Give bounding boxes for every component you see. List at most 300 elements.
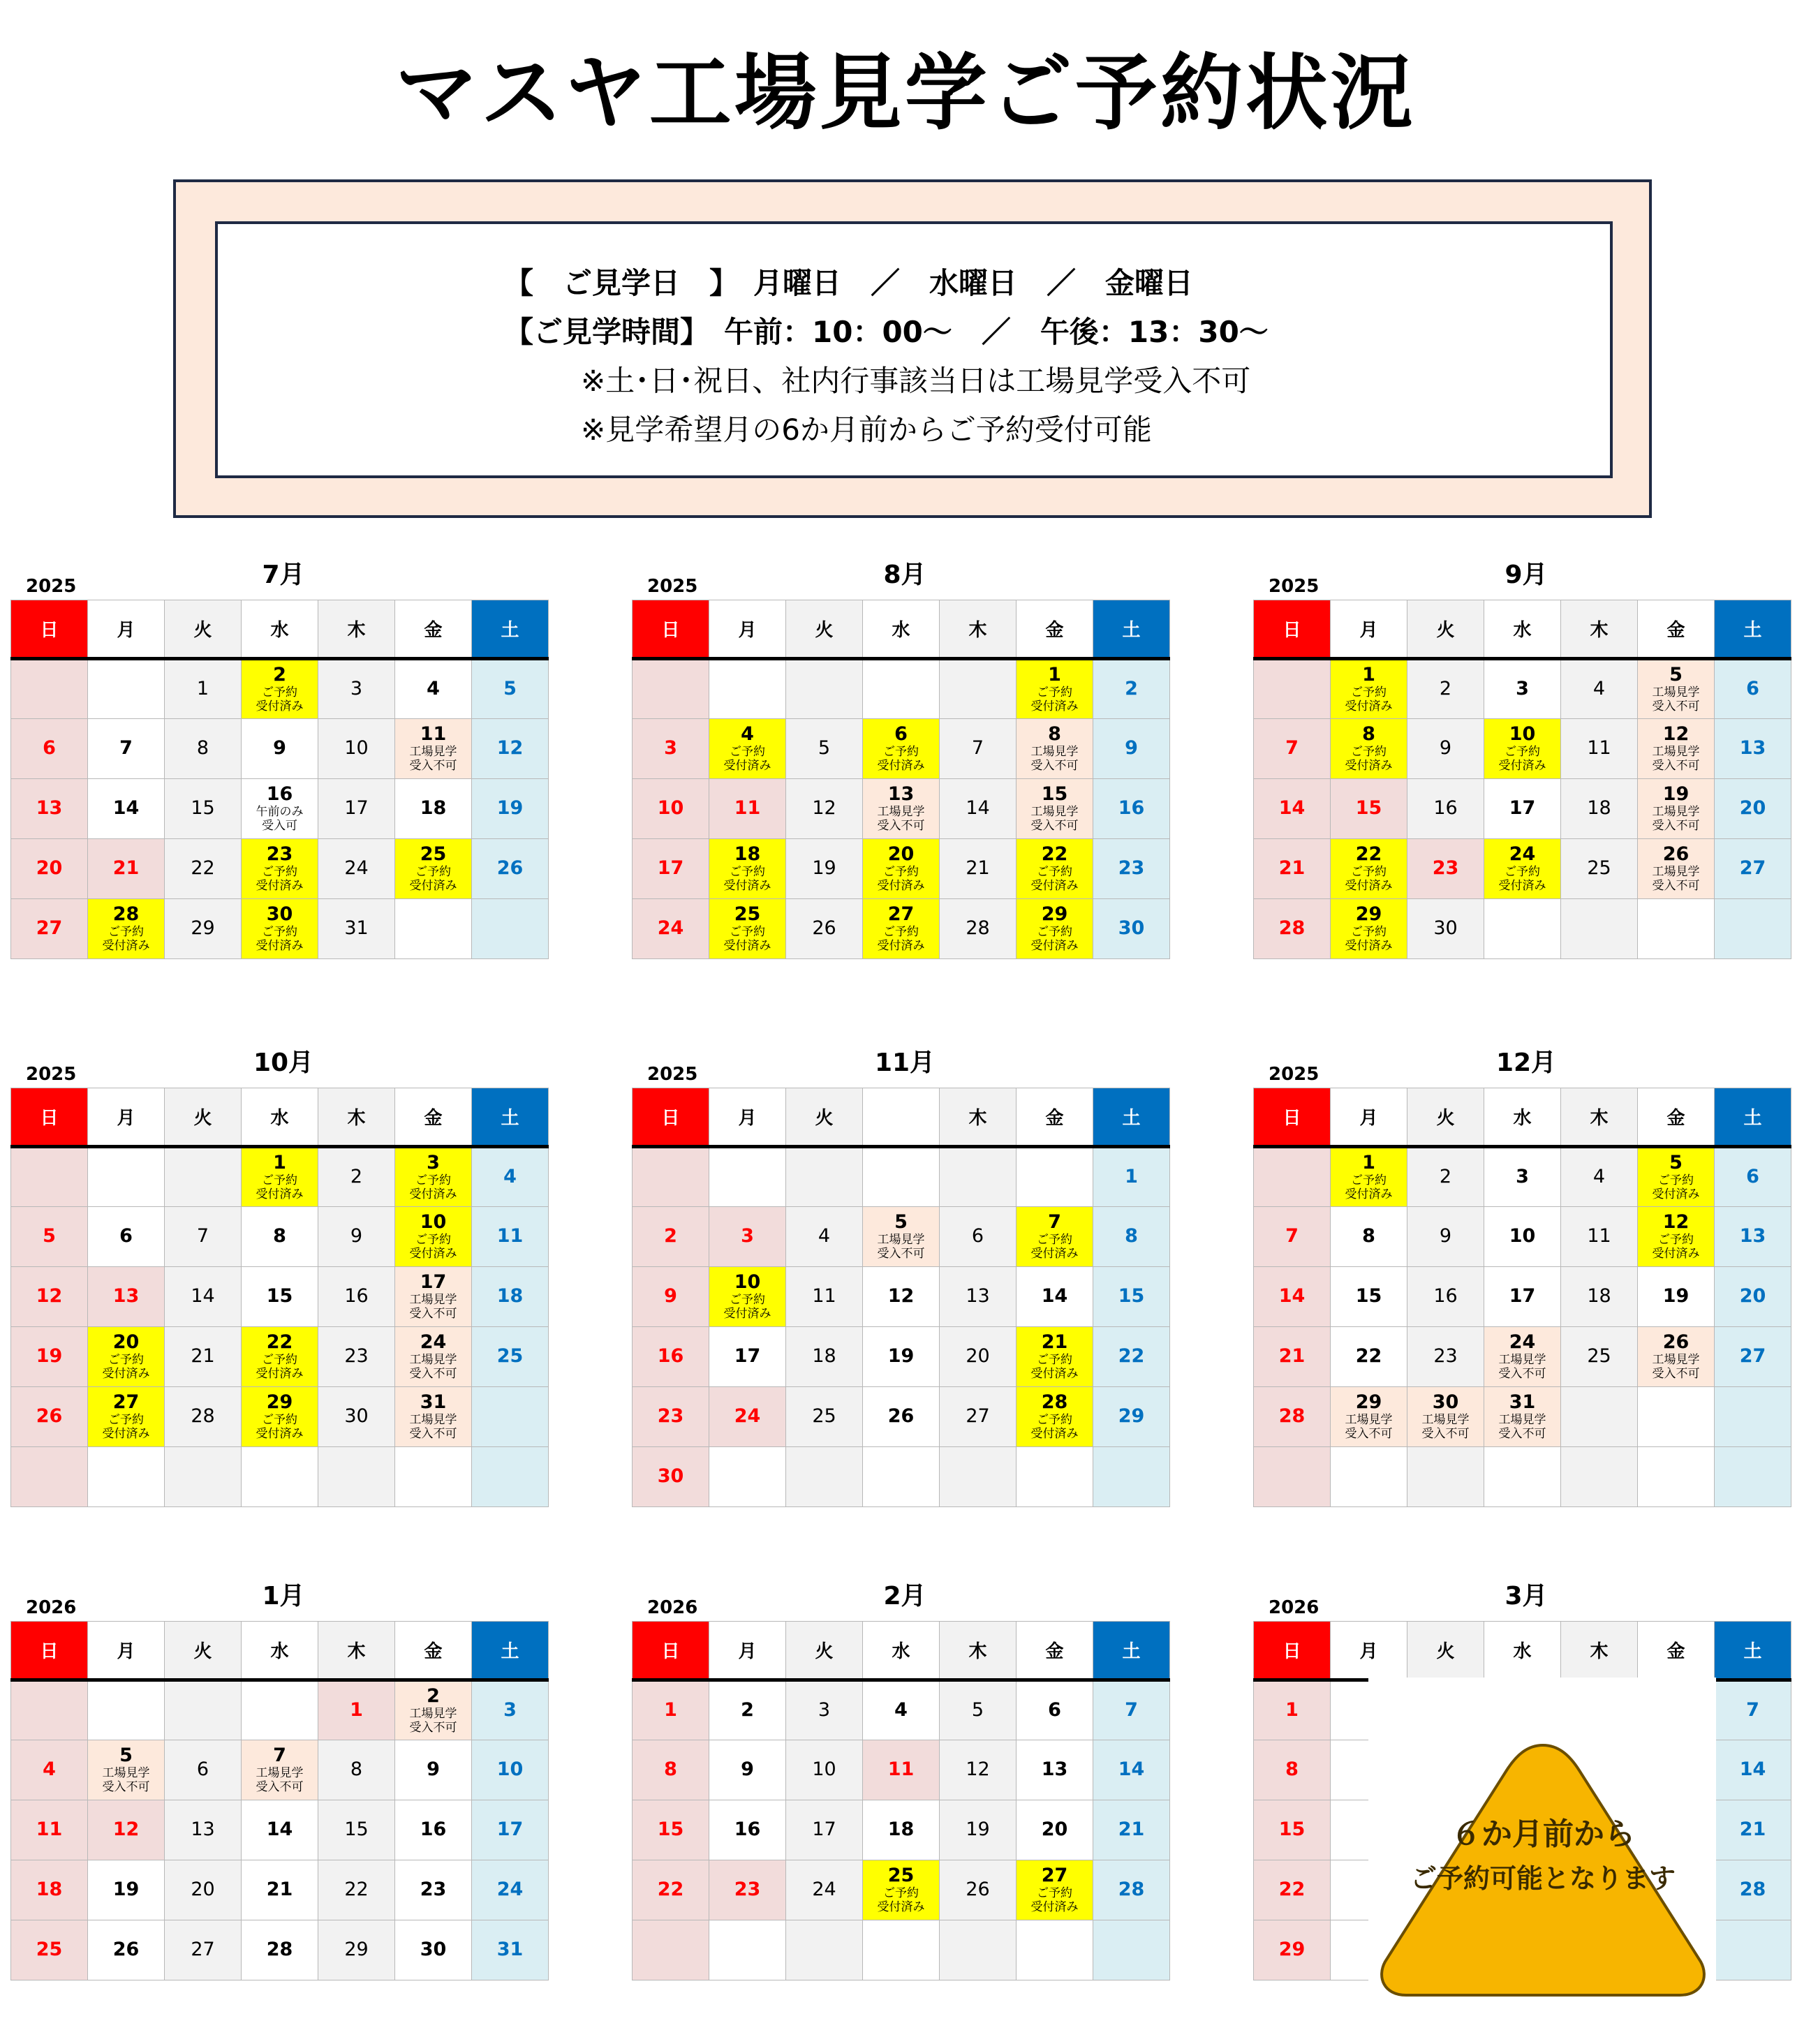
weekday-header: 月 [1331, 1088, 1407, 1147]
calendar-day: 15 [318, 1800, 395, 1860]
calendar-day: 8 ご予約 受付済み [1331, 719, 1407, 779]
weekday-header: 日 [633, 1088, 709, 1147]
day-status-note: 受付済み [256, 938, 304, 953]
calendar-day: 25 [786, 1387, 863, 1447]
calendar-day: 30 [1093, 899, 1170, 959]
calendar-day: 11 [863, 1740, 940, 1800]
calendar-day: 5 [940, 1680, 1017, 1740]
calendar-day: 15 [633, 1800, 709, 1860]
calendar-day: 17 [472, 1800, 549, 1860]
weekday-header: 火 [165, 1088, 242, 1147]
calendar-day: 27 ご予約 受付済み [863, 899, 940, 959]
calendar-day: 10 ご予約 受付済み [1484, 719, 1561, 779]
day-status-note: ご予約 [108, 1352, 144, 1367]
calendar-day: 24 工場見学 受入不可 [1484, 1327, 1561, 1387]
calendar-day: 8 [633, 1740, 709, 1800]
month-year: 2025 [647, 576, 698, 597]
day-status-note: ご予約 [730, 744, 765, 759]
day-status-note: ご予約 [1037, 1352, 1072, 1367]
day-status-note: ご予約 [1351, 924, 1387, 939]
calendar-day: 6 [11, 719, 88, 779]
calendar-day: 15 [1331, 1267, 1407, 1327]
month-calendar [10, 1043, 556, 1511]
day-status-note: 受付済み [1030, 1426, 1079, 1441]
calendar-day [1561, 1447, 1638, 1507]
calendar-day: 10 [786, 1740, 863, 1800]
day-status-note: 受付済み [1498, 878, 1546, 893]
calendar-day: 14 [88, 779, 165, 839]
calendar-day: 30 ご予約 受付済み [242, 899, 318, 959]
calendar-day: 18 [786, 1327, 863, 1387]
calendar-day: 1 ご予約 受付済み [1331, 659, 1407, 719]
weekday-header: 水 [1484, 600, 1561, 659]
calendar-day [1093, 1920, 1170, 1980]
calendar-day: 22 ご予約 受付済み [1017, 839, 1093, 899]
day-status-note: 工場見学 [409, 1706, 457, 1721]
calendar-day: 28 [1715, 1860, 1791, 1920]
calendar-day [863, 659, 940, 719]
calendar-day [1638, 899, 1715, 959]
calendar-day [863, 1447, 940, 1507]
weekday-header: 月 [709, 1622, 786, 1680]
calendar-day: 22 [165, 839, 242, 899]
calendar-day: 26 [88, 1920, 165, 1980]
calendar-day: 7 [1254, 719, 1331, 779]
month-title: 2月 [883, 1582, 926, 1610]
weekday-header: 日 [1254, 1088, 1331, 1147]
calendar-day [1638, 1447, 1715, 1507]
weekday-header: 土 [1715, 1622, 1791, 1680]
calendar-day: 14 [1254, 1267, 1331, 1327]
calendar-day: 18 [395, 779, 472, 839]
calendar-day: 19 [472, 779, 549, 839]
calendar-day: 14 [242, 1800, 318, 1860]
day-status-note: 受付済み [256, 1366, 304, 1381]
day-status-note: ご予約 [730, 924, 765, 939]
calendar-day: 1 ご予約 受付済み [242, 1147, 318, 1207]
day-status-note: 工場見学 [1345, 1412, 1393, 1427]
note-reservation-window: ※見学希望月の6か月前からご予約受付可能 [581, 413, 1152, 447]
calendar-day: 18 [1561, 779, 1638, 839]
calendar-day [940, 659, 1017, 719]
calendar-day: 23 [709, 1860, 786, 1920]
day-status-note: 工場見学 [1030, 744, 1079, 759]
weekday-header: 日 [11, 1088, 88, 1147]
calendar-day: 16 [395, 1800, 472, 1860]
calendar-day: 6 [1017, 1680, 1093, 1740]
badge-line2: ご予約可能となります [1410, 1863, 1676, 1894]
calendar-day [633, 659, 709, 719]
calendar-day: 23 ご予約 受付済み [242, 839, 318, 899]
calendar-day: 22 [318, 1860, 395, 1920]
day-status-note: 受入不可 [1498, 1426, 1546, 1441]
day-status-note: ご予約 [730, 864, 765, 879]
day-status-note: 受付済み [1030, 699, 1079, 713]
calendar-day: 12 工場見学 受入不可 [1638, 719, 1715, 779]
calendar-day: 29 ご予約 受付済み [1331, 899, 1407, 959]
calendar-day [395, 1447, 472, 1507]
weekday-header: 火 [786, 600, 863, 659]
calendar-day: 28 [1093, 1860, 1170, 1920]
calendar-day: 2 [1093, 659, 1170, 719]
weekday-header: 火 [1407, 1622, 1484, 1680]
day-status-note: ご予約 [262, 864, 297, 879]
weekday-header: 金 [1638, 1088, 1715, 1147]
day-status-note: ご予約 [1505, 744, 1540, 759]
weekday-header: 金 [395, 1622, 472, 1680]
weekday-header: 月 [709, 600, 786, 659]
calendar-day: 9 [709, 1740, 786, 1800]
weekday-header: 土 [472, 1088, 549, 1147]
weekday-header: 木 [1561, 600, 1638, 659]
calendar-day: 3 ご予約 受付済み [395, 1147, 472, 1207]
weekday-header: 火 [786, 1088, 863, 1147]
day-status-note: ご予約 [1037, 924, 1072, 939]
calendar-day [165, 1147, 242, 1207]
day-status-note: 午前のみ [256, 804, 304, 819]
calendar-day: 17 [633, 839, 709, 899]
month-grid [10, 600, 549, 959]
calendar-day: 28 [242, 1920, 318, 1980]
day-status-note: 受付済み [1345, 878, 1393, 893]
month-calendar [1253, 1043, 1799, 1511]
calendar-day: 2 ご予約 受付済み [242, 659, 318, 719]
reservation-badge [1375, 1740, 1710, 2001]
calendar-day: 7 [940, 719, 1017, 779]
calendar-day: 1 ご予約 受付済み [1331, 1147, 1407, 1207]
month-calendar [10, 555, 556, 1023]
calendar-day [863, 1920, 940, 1980]
calendar-day: 1 [633, 1680, 709, 1740]
month-year: 2025 [647, 1064, 698, 1085]
calendar-day: 21 [165, 1327, 242, 1387]
weekday-header: 火 [1407, 1088, 1484, 1147]
calendar-day: 21 [1254, 1327, 1331, 1387]
calendar-day: 27 ご予約 受付済み [1017, 1860, 1093, 1920]
weekday-header: 土 [1093, 1622, 1170, 1680]
calendar-day: 30 [633, 1447, 709, 1507]
day-status-note: 受付済み [877, 878, 925, 893]
calendar-day [1254, 1147, 1331, 1207]
calendar-day: 16 [318, 1267, 395, 1327]
calendar-day: 6 [165, 1740, 242, 1800]
day-status-note: 受付済み [409, 1187, 457, 1201]
calendar-day: 4 ご予約 受付済み [709, 719, 786, 779]
calendar-day: 19 [940, 1800, 1017, 1860]
calendar-day: 2 [633, 1207, 709, 1267]
calendar-day: 26 [863, 1387, 940, 1447]
calendar-day: 12 [786, 779, 863, 839]
calendar-day: 17 工場見学 受入不可 [395, 1267, 472, 1327]
weekday-header: 土 [472, 1622, 549, 1680]
calendar-day: 29 [1093, 1387, 1170, 1447]
month-grid [1253, 600, 1791, 959]
calendar-day: 25 [11, 1920, 88, 1980]
calendar-day: 7 [1093, 1680, 1170, 1740]
month-grid [10, 1088, 549, 1507]
day-status-note: 受入不可 [409, 1426, 457, 1441]
calendar-day [633, 1920, 709, 1980]
calendar-day: 8 [1254, 1740, 1331, 1800]
day-status-note: ご予約 [1658, 1173, 1694, 1187]
weekday-header: 土 [472, 600, 549, 659]
calendar-day: 20 [1017, 1800, 1093, 1860]
weekday-header: 木 [940, 1088, 1017, 1147]
calendar-day: 30 [318, 1387, 395, 1447]
weekday-header: 水 [863, 600, 940, 659]
day-status-note: 工場見学 [409, 1352, 457, 1367]
calendar-day [786, 1447, 863, 1507]
weekday-header: 水 [242, 1622, 318, 1680]
calendar-day: 15 工場見学 受入不可 [1017, 779, 1093, 839]
calendar-day: 8 [165, 719, 242, 779]
calendar-day: 27 ご予約 受付済み [88, 1387, 165, 1447]
day-status-note: 受付済み [877, 938, 925, 953]
month-year: 2026 [26, 1597, 77, 1618]
calendar-day: 31 工場見学 受入不可 [395, 1387, 472, 1447]
month-calendar [1253, 555, 1799, 1023]
calendar-day: 2 [1407, 1147, 1484, 1207]
day-status-note: ご予約 [1351, 744, 1387, 759]
calendar-day: 12 [472, 719, 549, 779]
day-status-note: ご予約 [262, 685, 297, 699]
calendar-day [1017, 1147, 1093, 1207]
day-status-note: 受入不可 [409, 1720, 457, 1735]
calendar-day: 19 工場見学 受入不可 [1638, 779, 1715, 839]
calendar-day [1484, 1447, 1561, 1507]
calendar-day: 7 [165, 1207, 242, 1267]
calendar-day [242, 1447, 318, 1507]
calendar-day [11, 1447, 88, 1507]
day-status-note: 工場見学 [1652, 685, 1700, 699]
weekday-header: 木 [1561, 1088, 1638, 1147]
calendar-day: 4 [863, 1680, 940, 1740]
day-status-note: 受付済み [1652, 1246, 1700, 1261]
calendar-day: 29 工場見学 受入不可 [1331, 1387, 1407, 1447]
weekday-header [863, 1088, 940, 1147]
day-status-note: ご予約 [415, 864, 451, 879]
calendar-day: 21 [1093, 1800, 1170, 1860]
calendar-day: 5 [472, 659, 549, 719]
weekday-header: 火 [165, 600, 242, 659]
calendar-day: 12 [88, 1800, 165, 1860]
calendar-day [940, 1920, 1017, 1980]
calendar-day: 9 [395, 1740, 472, 1800]
day-status-note: 受付済み [1498, 758, 1546, 773]
calendar-day [709, 1147, 786, 1207]
calendar-day: 10 ご予約 受付済み [395, 1207, 472, 1267]
calendar-day [88, 659, 165, 719]
weekday-header: 木 [1561, 1622, 1638, 1680]
day-status-note: 工場見学 [1498, 1412, 1546, 1427]
calendar-day: 4 [472, 1147, 549, 1207]
day-status-note: ご予約 [1658, 1232, 1694, 1247]
calendar-day: 11 [472, 1207, 549, 1267]
calendar-day: 5 工場見学 受入不可 [88, 1740, 165, 1800]
day-status-note: 受付済み [1030, 1899, 1079, 1914]
weekday-header: 水 [242, 1088, 318, 1147]
calendar-day: 24 [709, 1387, 786, 1447]
month-year: 2025 [1269, 1064, 1320, 1085]
calendar-day: 13 [940, 1267, 1017, 1327]
day-status-note: 受付済み [1345, 1187, 1393, 1201]
calendar-day [709, 1447, 786, 1507]
calendar-day [88, 1680, 165, 1740]
calendar-day: 21 [242, 1860, 318, 1920]
calendar-day: 10 [472, 1740, 549, 1800]
calendar-day: 17 [318, 779, 395, 839]
month-calendar [632, 1043, 1178, 1511]
day-status-note: ご予約 [1505, 864, 1540, 879]
calendar-day: 20 [940, 1327, 1017, 1387]
calendar-day [11, 1147, 88, 1207]
calendar-day [165, 1680, 242, 1740]
weekday-header: 日 [1254, 600, 1331, 659]
day-status-note: 工場見学 [409, 1412, 457, 1427]
calendar-day: 25 [472, 1327, 549, 1387]
calendar-day: 17 [1484, 779, 1561, 839]
calendar-day: 7 ご予約 受付済み [1017, 1207, 1093, 1267]
day-status-note: 工場見学 [409, 1292, 457, 1307]
month-year: 2025 [26, 576, 77, 597]
calendar-day: 28 ご予約 受付済み [88, 899, 165, 959]
day-status-note: 受付済み [1030, 1366, 1079, 1381]
calendar-day: 30 [1407, 899, 1484, 959]
weekday-header: 金 [1638, 1622, 1715, 1680]
calendar-day: 1 [318, 1680, 395, 1740]
calendar-day: 16 午前のみ 受入可 [242, 779, 318, 839]
calendar-day: 22 ご予約 受付済み [1331, 839, 1407, 899]
calendar-day: 18 ご予約 受付済み [709, 839, 786, 899]
calendar-day: 14 [1254, 779, 1331, 839]
day-status-note: 受入不可 [409, 1306, 457, 1321]
calendar-day: 18 [1561, 1267, 1638, 1327]
month-title: 1月 [262, 1582, 305, 1610]
weekday-header: 木 [318, 1088, 395, 1147]
calendar-day: 12 [11, 1267, 88, 1327]
day-status-note: 受付済み [723, 1306, 771, 1321]
calendar-day: 22 [1093, 1327, 1170, 1387]
calendar-day: 4 [1561, 659, 1638, 719]
calendar-day: 26 工場見学 受入不可 [1638, 1327, 1715, 1387]
day-status-note: ご予約 [108, 1412, 144, 1427]
day-status-note: 受入不可 [1421, 1426, 1470, 1441]
calendar-day: 8 [1093, 1207, 1170, 1267]
calendar-day: 25 [1561, 839, 1638, 899]
day-status-note: ご予約 [262, 1352, 297, 1367]
calendar-day: 23 [633, 1387, 709, 1447]
calendar-day [11, 1680, 88, 1740]
calendar-day: 20 [11, 839, 88, 899]
calendar-day: 10 ご予約 受付済み [709, 1267, 786, 1327]
day-status-note: 受入不可 [409, 1366, 457, 1381]
calendar-day: 29 [318, 1920, 395, 1980]
calendar-day [88, 1147, 165, 1207]
month-grid [1253, 1088, 1791, 1507]
calendar-day: 13 [1017, 1740, 1093, 1800]
calendar-day: 21 ご予約 受付済み [1017, 1327, 1093, 1387]
month-grid [632, 600, 1170, 959]
calendar-day: 5 工場見学 受入不可 [1638, 659, 1715, 719]
calendar-day: 18 [472, 1267, 549, 1327]
day-status-note: 受付済み [1030, 938, 1079, 953]
day-status-note: ご予約 [262, 1412, 297, 1427]
calendar-day [940, 1147, 1017, 1207]
calendar-day: 14 [165, 1267, 242, 1327]
calendar-day: 28 [940, 899, 1017, 959]
calendar-day: 3 [709, 1207, 786, 1267]
calendar-day: 11 [1561, 1207, 1638, 1267]
calendar-day [395, 899, 472, 959]
month-calendar [632, 1576, 1178, 2044]
day-status-note: 受付済み [409, 1246, 457, 1261]
calendar-day [1093, 1447, 1170, 1507]
weekday-header: 水 [242, 600, 318, 659]
calendar-day: 2 [709, 1680, 786, 1740]
calendar-day: 4 [786, 1207, 863, 1267]
day-status-note: 工場見学 [1652, 804, 1700, 819]
day-status-note: ご予約 [883, 1886, 919, 1900]
calendar-day: 22 [1254, 1860, 1331, 1920]
day-status-note: 受入不可 [1652, 1366, 1700, 1381]
calendar-day: 4 [11, 1740, 88, 1800]
day-status-note: 工場見学 [1652, 744, 1700, 759]
calendar-day [633, 1147, 709, 1207]
calendar-day: 25 [1561, 1327, 1638, 1387]
calendar-day: 15 [1331, 779, 1407, 839]
calendar-day [11, 659, 88, 719]
calendar-day: 17 [786, 1800, 863, 1860]
calendar-day: 9 [1407, 719, 1484, 779]
calendar-day: 6 ご予約 受付済み [863, 719, 940, 779]
calendar-day: 23 [1093, 839, 1170, 899]
calendar-day: 28 [1254, 899, 1331, 959]
calendar-day: 6 [1715, 1147, 1791, 1207]
calendar-day [1561, 1387, 1638, 1447]
day-status-note: ご予約 [883, 864, 919, 879]
calendar-day: 3 [786, 1680, 863, 1740]
calendar-day: 20 [1715, 1267, 1791, 1327]
day-status-note: 工場見学 [1652, 864, 1700, 879]
calendar-day [786, 1920, 863, 1980]
calendar-day [88, 1447, 165, 1507]
calendar-day [1638, 1387, 1715, 1447]
weekday-header: 月 [1331, 600, 1407, 659]
calendar-day: 15 [1093, 1267, 1170, 1327]
weekday-header: 日 [11, 1622, 88, 1680]
calendar-day: 1 ご予約 受付済み [1017, 659, 1093, 719]
calendar-day: 20 [1715, 779, 1791, 839]
calendar-day: 14 [1017, 1267, 1093, 1327]
day-status-note: ご予約 [415, 1173, 451, 1187]
calendar-day: 23 [1407, 1327, 1484, 1387]
calendar-day: 29 ご予約 受付済み [242, 1387, 318, 1447]
calendar-day: 21 [88, 839, 165, 899]
calendar-day: 28 [165, 1387, 242, 1447]
month-grid [632, 1088, 1170, 1507]
calendar-day: 3 [1484, 1147, 1561, 1207]
calendar-day [1254, 659, 1331, 719]
calendar-day: 8 [318, 1740, 395, 1800]
month-title: 3月 [1505, 1582, 1548, 1610]
day-status-note: 受入不可 [102, 1779, 150, 1794]
calendar-day: 21 [1715, 1800, 1791, 1860]
day-status-note: 受付済み [409, 878, 457, 893]
day-status-note: 受付済み [102, 1426, 150, 1441]
calendar-day: 9 [318, 1207, 395, 1267]
calendar-day [1017, 1920, 1093, 1980]
calendar-day: 19 [863, 1327, 940, 1387]
